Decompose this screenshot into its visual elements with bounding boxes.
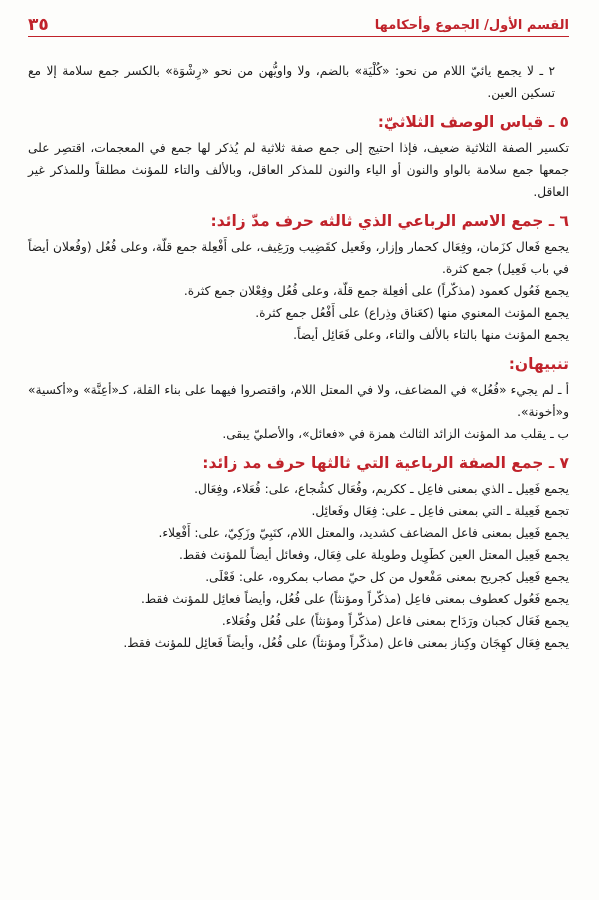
notes-heading: تنبيهان: <box>508 355 569 373</box>
paragraph: يجمع فَعَال كجبان ورَدَاح بمعنى فاعل (مذكّراً ومؤنثاً) على فُعُل وفُعَلاء. <box>221 614 569 628</box>
paragraph: يجمع فَعِيل كجريح بمعنى مَفْعول من كل حيّ مصاب بمكروه، على: فَعْلَى. <box>205 570 569 584</box>
section-heading-7: ٧ ـ جمع الصفة الرباعية التي ثالثها حرف مد زائد: <box>202 454 569 472</box>
paragraph: يجمع فَعِيل بمعنى فاعل المضاعف كشديد، والمعتل اللام، كنَبِيّ وزَكِيّ، على: أَفْعِلاء. <box>158 526 569 540</box>
paragraph: يجمع فِعَال كهِجَان وكِناز بمعنى فاعل (مذكّراً ومؤنثاً) على فُعُل، وأيضاً فَعائِل للمؤنث فقط. <box>123 636 569 650</box>
section-heading-6: ٦ ـ جمع الاسم الرباعي الذي ثالثه حرف مدّ زائد: <box>210 212 569 230</box>
page-header <box>28 12 569 37</box>
paragraph: يجمع فَعال كزَمان، وفِعَال كحمار وإزار، وفَعيل كقَضِيب ورَغِيف، على أَفْعِلة جمع قلّة، وعلى فُعُل (وفُعلان أيضاً في باب فَعِيل) جمع كثرة. <box>28 240 569 276</box>
note-b: ب ـ يقلب مد المؤنث الزائد الثالث همزة في «فعائل»، والأصليّ يبقى. <box>222 427 569 441</box>
paragraph: تجمع فَعِيلة ـ التي بمعنى فاعِل ـ على: فِعَال وفَعائِل. <box>311 504 569 518</box>
paragraph: يجمع فَعِيل ـ الذي بمعنى فاعِل ـ ككريم، وفُعَال كشُجاع، على: فُعَلاء، وفِعَال. <box>194 482 569 496</box>
paragraph: يجمع المؤنث المعنوي منها (كعَناق وذِراع) على أَفْعُل جمع كثرة. <box>255 306 569 320</box>
paragraph: تكسير الصفة الثلاثية ضعيف، فإذا احتيج إلى جمع صفة ثلاثية لم يُذكر لها جمع في المعجمات، اقتصِر على جمعها جمع سلامة بالواو والنون أو الياء والنون للمذكر العاقل، وبالألف والتاء للمؤنث مطلقاً وللمذكر غير العاقل. <box>28 141 569 199</box>
paragraph: يجمع المؤنث منها بالتاء بالألف والتاء، وعلى فَعَائِل أيضاً. <box>293 328 569 342</box>
paragraph: يجمع فَعُول كعطوف بمعنى فاعِل (مذكّراً ومؤنثاً) على فُعُل، وأيضاً فعائِل للمؤنث فقط. <box>141 592 569 606</box>
section-heading-5: ٥ ـ قياس الوصف الثلاثيّ: <box>377 113 569 131</box>
running-title: القسم الأول/ الجموع وأحكامها <box>374 18 569 33</box>
note-a: أ ـ لم يجيء «فُعُل» في المضاعف، ولا في المعتل اللام، واقتصروا فيهما على بناء القلة، كـ«أعِنَّة» و«أكسية» و«أخونة». <box>28 383 569 419</box>
paragraph: ٢ ـ لا يجمع يائيّ اللام من نحو: «كُلْيَة» بالضم، ولا واويُّهن من نحو «رِشْوَة» بالكسر جمع سلامة إلا مع تسكين العين. <box>28 64 555 100</box>
paragraph: يجمع فَعِيل المعتل العين كطَوِيل وطويلة على فِعَال، وفعائل أيضاً للمؤنث فقط. <box>179 548 569 562</box>
paragraph: يجمع فَعُول كعمود (مذكّراً) على أفعِلة جمع قلّة، وعلى فُعُل وفِعْلان جمع كثرة. <box>183 284 569 298</box>
page-number: ٣٥ <box>28 15 49 35</box>
page-body <box>28 60 569 654</box>
